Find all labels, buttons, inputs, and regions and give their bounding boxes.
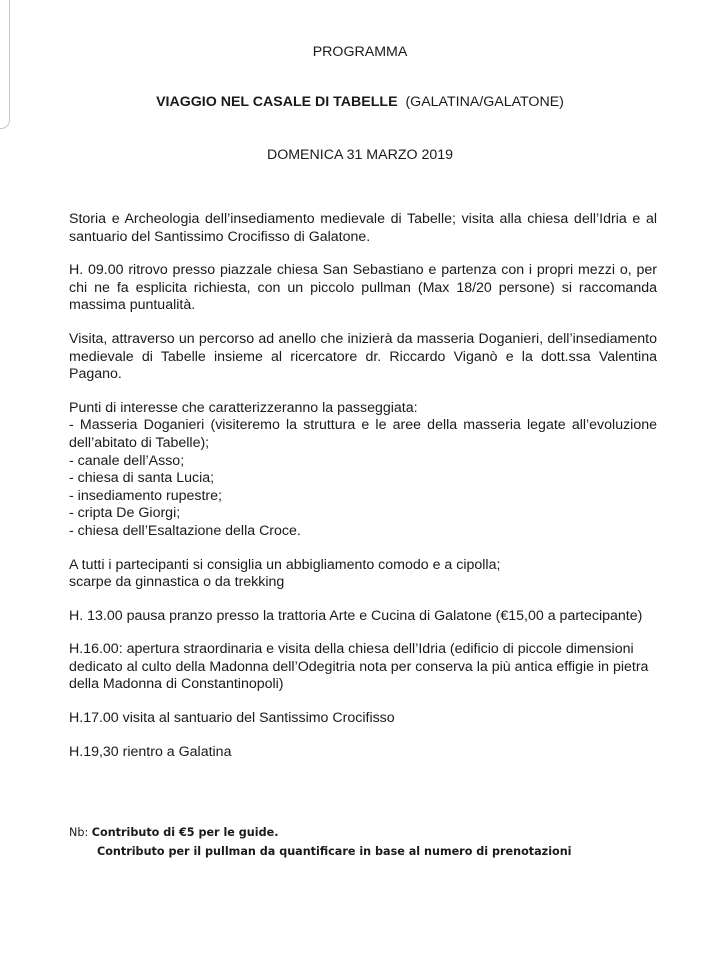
note-guide-contribution: Contributo di €5 per le guide. — [91, 826, 279, 839]
return-paragraph: H.19,30 rientro a Galatina — [69, 743, 232, 760]
points-of-interest — [69, 400, 657, 541]
idria-paragraph: H.16.00: apertura straordinaria e visita della chiesa dell’Idria (edificio di piccole dimensioni dedicato al culto della Madonna dell’Odegitria nota per conserva la più antica effigie in pietra della Madonna di Constantinopoli) — [69, 641, 649, 693]
clothing-line: scarpe da ginnastica o da trekking — [69, 574, 285, 591]
point-item: - insediamento rupestre; — [69, 487, 222, 504]
point-item: - canale dell’Asso; — [69, 452, 185, 469]
intro-paragraph: Storia e Archeologia dell’insediamento medievale di Tabelle; visita alla chiesa dell’Idria e al santuario del Santissimo Crocifisso di Galatone. — [69, 211, 657, 245]
visit-paragraph: Visita, attraverso un percorso ad anello che inizierà da masseria Doganieri, dell’insediamento medievale di Tabelle insieme al ricercatore dr. Riccardo Viganò e la dott.ssa Valentina Pagano. — [69, 330, 657, 383]
point-item: - chiesa di santa Lucia; — [69, 470, 215, 487]
point-item: - cripta De Giorgi; — [69, 505, 181, 522]
event-date: DOMENICA 31 MARZO 2019 — [266, 147, 454, 163]
trip-location: (GALATINA/GALATONE) — [405, 94, 564, 110]
clothing-advice — [69, 557, 657, 592]
clothing-line: A tutti i partecipanti si consiglia un abbigliamento comodo e a cipolla; — [69, 556, 501, 573]
note-bus-contribution: Contributo per il pullman da quantificare in base al numero di prenotazioni — [97, 845, 572, 858]
note-prefix: Nb: — [69, 826, 92, 839]
program-body — [69, 211, 657, 777]
trip-name: VIAGGIO NEL CASALE DI TABELLE — [156, 94, 398, 110]
points-heading: Punti di interesse che caratterizzeranno la passeggiata: — [69, 399, 418, 416]
point-item: - chiesa dell’Esaltazione della Croce. — [69, 522, 301, 539]
page-title: PROGRAMMA — [312, 44, 408, 60]
santuario-paragraph: H.17.00 visita al santuario del Santissimo Crocifisso — [69, 710, 395, 727]
meeting-paragraph: H. 09.00 ritrovo presso piazzale chiesa San Sebastiano e partenza con i propri mezzi o, per chi ne fa esplicita richiesta, con un piccolo pullman (Max 18/20 persone) si raccomanda massima puntualità. — [69, 262, 657, 314]
lunch-paragraph: H. 13.00 pausa pranzo presso la trattoria Arte e Cucina di Galatone (€15,00 a partecipante) — [69, 607, 643, 624]
cost-note — [69, 823, 669, 861]
trip-subtitle — [0, 94, 720, 112]
point-item: - Masseria Doganieri (visiteremo la struttura e le aree della masseria legate all’evoluzione dell’abitato di Tabelle); — [69, 417, 657, 451]
